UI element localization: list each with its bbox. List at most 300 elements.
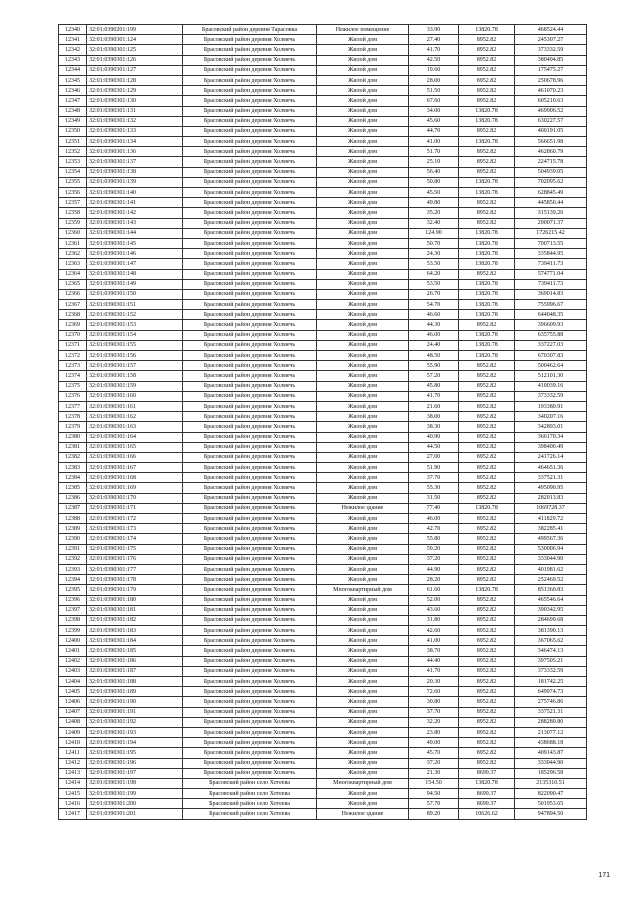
cadastral-value-cell: 337521.31 [515, 473, 587, 483]
cadastral-value-cell: 605210.63 [515, 96, 587, 106]
specific-value-cell: 8952.82 [459, 86, 515, 96]
object-type-cell: Жилой дом [317, 524, 409, 534]
cadastral-number-cell: 32:01:0390301:173 [87, 524, 183, 534]
area-cell: 55.30 [409, 483, 459, 493]
specific-value-cell: 8952.82 [459, 483, 515, 493]
area-cell: 21.30 [409, 768, 459, 778]
specific-value-cell: 8952.82 [459, 432, 515, 442]
row-number-cell: 12378 [59, 412, 87, 422]
row-number-cell: 12360 [59, 228, 87, 238]
address-cell: Брасовский район деревня Холмечь [183, 666, 317, 676]
object-type-cell: Жилой дом [317, 483, 409, 493]
row-number-cell: 12416 [59, 799, 87, 809]
specific-value-cell: 8952.82 [459, 524, 515, 534]
cadastral-value-cell: 2135310.51 [515, 778, 587, 788]
cadastral-value-cell: 410039.16 [515, 381, 587, 391]
row-number-cell: 12355 [59, 177, 87, 187]
row-number-cell: 12371 [59, 340, 87, 350]
object-type-cell: Жилой дом [317, 310, 409, 320]
row-number-cell: 12411 [59, 748, 87, 758]
specific-value-cell: 8952.82 [459, 422, 515, 432]
address-cell: Брасовский район деревня Холмечь [183, 167, 317, 177]
address-cell: Брасовский район деревня Холмечь [183, 96, 317, 106]
cadastral-number-cell: 32:01:0390301:156 [87, 351, 183, 361]
area-cell: 23.80 [409, 727, 459, 737]
table-row [59, 157, 587, 167]
cadastral-number-cell: 32:01:0390301:177 [87, 564, 183, 574]
address-cell: Брасовский район деревня Холмечь [183, 493, 317, 503]
table-row [59, 361, 587, 371]
area-cell: 34.00 [409, 106, 459, 116]
cadastral-value-cell: 702095.62 [515, 177, 587, 187]
cadastral-value-cell: 635755.88 [515, 330, 587, 340]
cadastral-value-cell: 462860.79 [515, 147, 587, 157]
table-body [59, 25, 587, 820]
cadastral-number-cell: 32:01:0390301:166 [87, 452, 183, 462]
cadastral-number-cell: 32:01:0390301:126 [87, 55, 183, 65]
address-cell: Брасовский район деревня Холмечь [183, 340, 317, 350]
row-number-cell: 12351 [59, 137, 87, 147]
object-type-cell: Жилой дом [317, 188, 409, 198]
specific-value-cell: 13820.78 [459, 300, 515, 310]
cadastral-value-cell: 252469.52 [515, 575, 587, 585]
area-cell: 44.90 [409, 564, 459, 574]
cadastral-number-cell: 32:01:0390301:200 [87, 799, 183, 809]
specific-value-cell: 8952.82 [459, 677, 515, 687]
row-number-cell: 12402 [59, 656, 87, 666]
table-row [59, 656, 587, 666]
area-cell: 40.90 [409, 432, 459, 442]
row-number-cell: 12388 [59, 514, 87, 524]
row-number-cell: 12397 [59, 605, 87, 615]
specific-value-cell: 8952.82 [459, 45, 515, 55]
address-cell: Брасовский район деревня Холмечь [183, 238, 317, 248]
cadastral-number-cell: 32:01:0390301:181 [87, 605, 183, 615]
address-cell: Брасовский район деревня Холмечь [183, 677, 317, 687]
table-row [59, 167, 587, 177]
area-cell: 33.90 [409, 25, 459, 35]
cadastral-value-table [58, 24, 587, 820]
address-cell: Брасовский район деревня Холмечь [183, 320, 317, 330]
area-cell: 19.60 [409, 65, 459, 75]
table-row [59, 514, 587, 524]
cadastral-value-cell: 333044.90 [515, 758, 587, 768]
table-row [59, 463, 587, 473]
area-cell: 35.20 [409, 208, 459, 218]
table-row [59, 289, 587, 299]
row-number-cell: 12398 [59, 615, 87, 625]
address-cell: Брасовский район деревня Холмечь [183, 218, 317, 228]
cadastral-number-cell: 32:01:0390301:163 [87, 422, 183, 432]
cadastral-value-cell: 346474.13 [515, 646, 587, 656]
address-cell: Брасовский район деревня Холмечь [183, 45, 317, 55]
specific-value-cell: 8699.37 [459, 789, 515, 799]
object-type-cell: Жилой дом [317, 65, 409, 75]
cadastral-value-cell: 366170.34 [515, 432, 587, 442]
table-row [59, 147, 587, 157]
table-row [59, 483, 587, 493]
specific-value-cell: 13820.78 [459, 259, 515, 269]
table-row [59, 371, 587, 381]
cadastral-value-cell: 241726.14 [515, 452, 587, 462]
table-row [59, 86, 587, 96]
area-cell: 45.70 [409, 748, 459, 758]
table-row [59, 778, 587, 788]
specific-value-cell: 8952.82 [459, 727, 515, 737]
area-cell: 46.00 [409, 514, 459, 524]
cadastral-number-cell: 32:01:0390301:178 [87, 575, 183, 585]
cadastral-number-cell: 32:01:0390301:175 [87, 544, 183, 554]
cadastral-value-cell: 275746.86 [515, 697, 587, 707]
table-row [59, 116, 587, 126]
object-type-cell: Жилой дом [317, 534, 409, 544]
cadastral-number-cell: 32:01:0390301:150 [87, 289, 183, 299]
address-cell: Брасовский район деревня Холмечь [183, 35, 317, 45]
table-row [59, 697, 587, 707]
area-cell: 55.90 [409, 361, 459, 371]
cadastral-value-cell: 1069728.37 [515, 503, 587, 513]
cadastral-number-cell: 32:01:0390301:183 [87, 626, 183, 636]
object-type-cell: Жилой дом [317, 35, 409, 45]
address-cell: Брасовский район деревня Холмечь [183, 605, 317, 615]
specific-value-cell: 8699.37 [459, 768, 515, 778]
cadastral-value-cell: 512101.30 [515, 371, 587, 381]
cadastral-number-cell: 32:01:0390301:179 [87, 585, 183, 595]
address-cell: Брасовский район деревня Холмечь [183, 279, 317, 289]
row-number-cell: 12407 [59, 707, 87, 717]
cadastral-number-cell: 32:01:0390301:143 [87, 218, 183, 228]
table-row [59, 738, 587, 748]
object-type-cell: Жилой дом [317, 799, 409, 809]
area-cell: 52.00 [409, 595, 459, 605]
area-cell: 28.20 [409, 575, 459, 585]
row-number-cell: 12353 [59, 157, 87, 167]
address-cell: Брасовский район деревня Холмечь [183, 595, 317, 605]
table-row [59, 442, 587, 452]
cadastral-value-cell: 468524.44 [515, 25, 587, 35]
object-type-cell: Жилой дом [317, 554, 409, 564]
object-type-cell: Жилой дом [317, 514, 409, 524]
row-number-cell: 12399 [59, 626, 87, 636]
cadastral-number-cell: 32:01:0390301:155 [87, 340, 183, 350]
area-cell: 44.40 [409, 656, 459, 666]
area-cell: 38.30 [409, 422, 459, 432]
address-cell: Брасовский район деревня Холмечь [183, 86, 317, 96]
area-cell: 59.20 [409, 544, 459, 554]
row-number-cell: 12389 [59, 524, 87, 534]
area-cell: 37.70 [409, 707, 459, 717]
row-number-cell: 12352 [59, 147, 87, 157]
table-row [59, 259, 587, 269]
cadastral-number-cell: 32:01:0390301:153 [87, 320, 183, 330]
object-type-cell: Жилой дом [317, 381, 409, 391]
row-number-cell: 12393 [59, 564, 87, 574]
object-type-cell: Жилой дом [317, 656, 409, 666]
area-cell: 24.40 [409, 340, 459, 350]
specific-value-cell: 8952.82 [459, 605, 515, 615]
row-number-cell: 12370 [59, 330, 87, 340]
specific-value-cell: 8952.82 [459, 65, 515, 75]
cadastral-number-cell: 32:01:0390301:132 [87, 116, 183, 126]
specific-value-cell: 8952.82 [459, 361, 515, 371]
row-number-cell: 12365 [59, 279, 87, 289]
area-cell: 94.50 [409, 789, 459, 799]
address-cell: Брасовский район деревня Холмечь [183, 503, 317, 513]
cadastral-value-cell: 851360.83 [515, 585, 587, 595]
area-cell: 37.70 [409, 473, 459, 483]
row-number-cell: 12374 [59, 371, 87, 381]
cadastral-number-cell: 32:01:0390301:167 [87, 463, 183, 473]
object-type-cell: Жилой дом [317, 646, 409, 656]
row-number-cell: 12361 [59, 238, 87, 248]
object-type-cell: Жилой дом [317, 748, 409, 758]
row-number-cell: 12410 [59, 738, 87, 748]
object-type-cell: Жилой дом [317, 636, 409, 646]
cadastral-value-cell: 700713.55 [515, 238, 587, 248]
cadastral-value-cell: 373332.59 [515, 666, 587, 676]
cadastral-value-cell: 398400.49 [515, 442, 587, 452]
table-row [59, 320, 587, 330]
specific-value-cell: 13820.78 [459, 310, 515, 320]
row-number-cell: 12406 [59, 697, 87, 707]
table-row [59, 208, 587, 218]
object-type-cell: Жилой дом [317, 717, 409, 727]
address-cell: Брасовский район деревня Холмечь [183, 748, 317, 758]
specific-value-cell: 8952.82 [459, 126, 515, 136]
address-cell: Брасовский район деревня Тарасовка [183, 25, 317, 35]
address-cell: Брасовский район деревня Холмечь [183, 289, 317, 299]
row-number-cell: 12387 [59, 503, 87, 513]
area-cell: 64.20 [409, 269, 459, 279]
area-cell: 45.80 [409, 381, 459, 391]
area-cell: 25.10 [409, 157, 459, 167]
specific-value-cell: 8952.82 [459, 514, 515, 524]
cadastral-number-cell: 32:01:0390301:168 [87, 473, 183, 483]
object-type-cell: Жилой дом [317, 564, 409, 574]
row-number-cell: 12404 [59, 677, 87, 687]
area-cell: 48.50 [409, 351, 459, 361]
area-cell: 41.70 [409, 391, 459, 401]
area-cell: 54.70 [409, 300, 459, 310]
cadastral-number-cell: 32:01:0390301:182 [87, 615, 183, 625]
area-cell: 45.60 [409, 116, 459, 126]
table-row [59, 758, 587, 768]
table-row [59, 452, 587, 462]
cadastral-value-cell: 373332.59 [515, 391, 587, 401]
cadastral-value-cell: 670307.83 [515, 351, 587, 361]
area-cell: 41.70 [409, 666, 459, 676]
object-type-cell: Жилой дом [317, 738, 409, 748]
cadastral-value-cell: 495090.95 [515, 483, 587, 493]
cadastral-number-cell: 32:01:0390301:142 [87, 208, 183, 218]
address-cell: Брасовский район деревня Холмечь [183, 768, 317, 778]
cadastral-value-cell: 465546.64 [515, 595, 587, 605]
area-cell: 44.70 [409, 126, 459, 136]
table-row [59, 585, 587, 595]
cadastral-value-cell: 337227.03 [515, 340, 587, 350]
cadastral-value-cell: 822090.47 [515, 789, 587, 799]
object-type-cell: Жилой дом [317, 615, 409, 625]
row-number-cell: 12415 [59, 789, 87, 799]
cadastral-value-cell: 397505.21 [515, 656, 587, 666]
row-number-cell: 12381 [59, 442, 87, 452]
cadastral-number-cell: 32:01:0390301:197 [87, 768, 183, 778]
table-row [59, 96, 587, 106]
cadastral-number-cell: 32:01:0390301:140 [87, 188, 183, 198]
cadastral-value-cell: 175475.27 [515, 65, 587, 75]
row-number-cell: 12356 [59, 188, 87, 198]
object-type-cell: Жилой дом [317, 249, 409, 259]
address-cell: Брасовский район деревня Холмечь [183, 452, 317, 462]
object-type-cell: Жилой дом [317, 442, 409, 452]
address-cell: Брасовский район деревня Холмечь [183, 422, 317, 432]
specific-value-cell: 13820.78 [459, 177, 515, 187]
cadastral-number-cell: 32:01:0390301:138 [87, 167, 183, 177]
area-cell: 37.20 [409, 758, 459, 768]
table-row [59, 137, 587, 147]
address-cell: Брасовский район село Хотеева [183, 789, 317, 799]
object-type-cell: Многоквартирный дом [317, 585, 409, 595]
row-number-cell: 12400 [59, 636, 87, 646]
object-type-cell: Жилой дом [317, 157, 409, 167]
table-row [59, 401, 587, 411]
cadastral-value-cell: 284699.68 [515, 615, 587, 625]
cadastral-value-cell: 181742.25 [515, 677, 587, 687]
specific-value-cell: 8952.82 [459, 626, 515, 636]
object-type-cell: Жилой дом [317, 116, 409, 126]
object-type-cell: Жилой дом [317, 289, 409, 299]
cadastral-value-cell: 409143.87 [515, 748, 587, 758]
area-cell: 51.90 [409, 463, 459, 473]
cadastral-value-cell: 628845.49 [515, 188, 587, 198]
table-row [59, 789, 587, 799]
cadastral-number-cell: 32:01:0390301:184 [87, 636, 183, 646]
cadastral-number-cell: 32:01:0390301:134 [87, 137, 183, 147]
object-type-cell: Жилой дом [317, 96, 409, 106]
address-cell: Брасовский район деревня Холмечь [183, 55, 317, 65]
cadastral-value-cell: 755996.67 [515, 300, 587, 310]
cadastral-value-cell: 445850.44 [515, 198, 587, 208]
cadastral-value-cell: 380494.85 [515, 55, 587, 65]
table-row [59, 636, 587, 646]
cadastral-number-cell: 32:01:0390301:165 [87, 442, 183, 452]
row-number-cell: 12391 [59, 544, 87, 554]
row-number-cell: 12363 [59, 259, 87, 269]
row-number-cell: 12341 [59, 35, 87, 45]
object-type-cell: Жилой дом [317, 137, 409, 147]
specific-value-cell: 8952.82 [459, 707, 515, 717]
area-cell: 57.70 [409, 799, 459, 809]
row-number-cell: 12366 [59, 289, 87, 299]
cadastral-value-cell: 1726215.42 [515, 228, 587, 238]
address-cell: Брасовский район деревня Холмечь [183, 75, 317, 85]
row-number-cell: 12368 [59, 310, 87, 320]
row-number-cell: 12354 [59, 167, 87, 177]
table-row [59, 391, 587, 401]
cadastral-number-cell: 32:01:0390301:158 [87, 371, 183, 381]
specific-value-cell: 13820.78 [459, 279, 515, 289]
address-cell: Брасовский район деревня Холмечь [183, 371, 317, 381]
row-number-cell: 12376 [59, 391, 87, 401]
row-number-cell: 12409 [59, 727, 87, 737]
address-cell: Брасовский район деревня Холмечь [183, 514, 317, 524]
address-cell: Брасовский район село Хотеева [183, 809, 317, 819]
cadastral-value-cell: 401981.62 [515, 564, 587, 574]
table-row [59, 717, 587, 727]
cadastral-value-cell: 739411.73 [515, 259, 587, 269]
specific-value-cell: 13820.78 [459, 106, 515, 116]
cadastral-number-cell: 32:01:0390301:148 [87, 269, 183, 279]
cadastral-value-cell: 282013.83 [515, 493, 587, 503]
object-type-cell: Жилой дом [317, 493, 409, 503]
specific-value-cell: 8952.82 [459, 717, 515, 727]
row-number-cell: 12382 [59, 452, 87, 462]
address-cell: Брасовский район деревня Холмечь [183, 656, 317, 666]
specific-value-cell: 8952.82 [459, 198, 515, 208]
specific-value-cell: 8952.82 [459, 452, 515, 462]
object-type-cell: Нежилое помещение [317, 25, 409, 35]
row-number-cell: 12403 [59, 666, 87, 676]
table-row [59, 310, 587, 320]
object-type-cell: Жилой дом [317, 452, 409, 462]
specific-value-cell: 8952.82 [459, 218, 515, 228]
table-row [59, 554, 587, 564]
specific-value-cell: 13820.78 [459, 330, 515, 340]
address-cell: Брасовский район деревня Холмечь [183, 738, 317, 748]
cadastral-number-cell: 32:01:0390301:145 [87, 238, 183, 248]
row-number-cell: 12350 [59, 126, 87, 136]
cadastral-value-cell: 504939.05 [515, 167, 587, 177]
area-cell: 55.80 [409, 534, 459, 544]
cadastral-number-cell: 32:01:0390301:157 [87, 361, 183, 371]
address-cell: Брасовский район село Хотеева [183, 778, 317, 788]
cadastral-value-cell: 530006.94 [515, 544, 587, 554]
table-row [59, 198, 587, 208]
address-cell: Брасовский район деревня Холмечь [183, 463, 317, 473]
specific-value-cell: 13820.78 [459, 503, 515, 513]
address-cell: Брасовский район деревня Холмечь [183, 646, 317, 656]
object-type-cell: Жилой дом [317, 126, 409, 136]
object-type-cell: Жилой дом [317, 106, 409, 116]
row-number-cell: 12364 [59, 269, 87, 279]
specific-value-cell: 8952.82 [459, 75, 515, 85]
specific-value-cell: 8952.82 [459, 96, 515, 106]
row-number-cell: 12396 [59, 595, 87, 605]
row-number-cell: 12394 [59, 575, 87, 585]
object-type-cell: Жилой дом [317, 707, 409, 717]
object-type-cell: Жилой дом [317, 55, 409, 65]
cadastral-value-cell: 501953.65 [515, 799, 587, 809]
address-cell: Брасовский район деревня Холмечь [183, 259, 317, 269]
cadastral-number-cell: 32:01:0390301:137 [87, 157, 183, 167]
object-type-cell: Жилой дом [317, 697, 409, 707]
cadastral-number-cell: 32:01:0390301:151 [87, 300, 183, 310]
address-cell: Брасовский район деревня Холмечь [183, 310, 317, 320]
specific-value-cell: 13820.78 [459, 778, 515, 788]
specific-value-cell: 8952.82 [459, 656, 515, 666]
cadastral-number-cell: 32:01:0390301:171 [87, 503, 183, 513]
cadastral-number-cell: 32:01:0390301:160 [87, 391, 183, 401]
cadastral-number-cell: 32:01:0390301:141 [87, 198, 183, 208]
object-type-cell: Жилой дом [317, 758, 409, 768]
cadastral-number-cell: 32:01:0390301:136 [87, 147, 183, 157]
address-cell: Брасовский район деревня Холмечь [183, 137, 317, 147]
object-type-cell: Нежилое здание [317, 809, 409, 819]
object-type-cell: Жилой дом [317, 789, 409, 799]
table-row [59, 727, 587, 737]
table-row [59, 677, 587, 687]
address-cell: Брасовский район деревня Холмечь [183, 473, 317, 483]
